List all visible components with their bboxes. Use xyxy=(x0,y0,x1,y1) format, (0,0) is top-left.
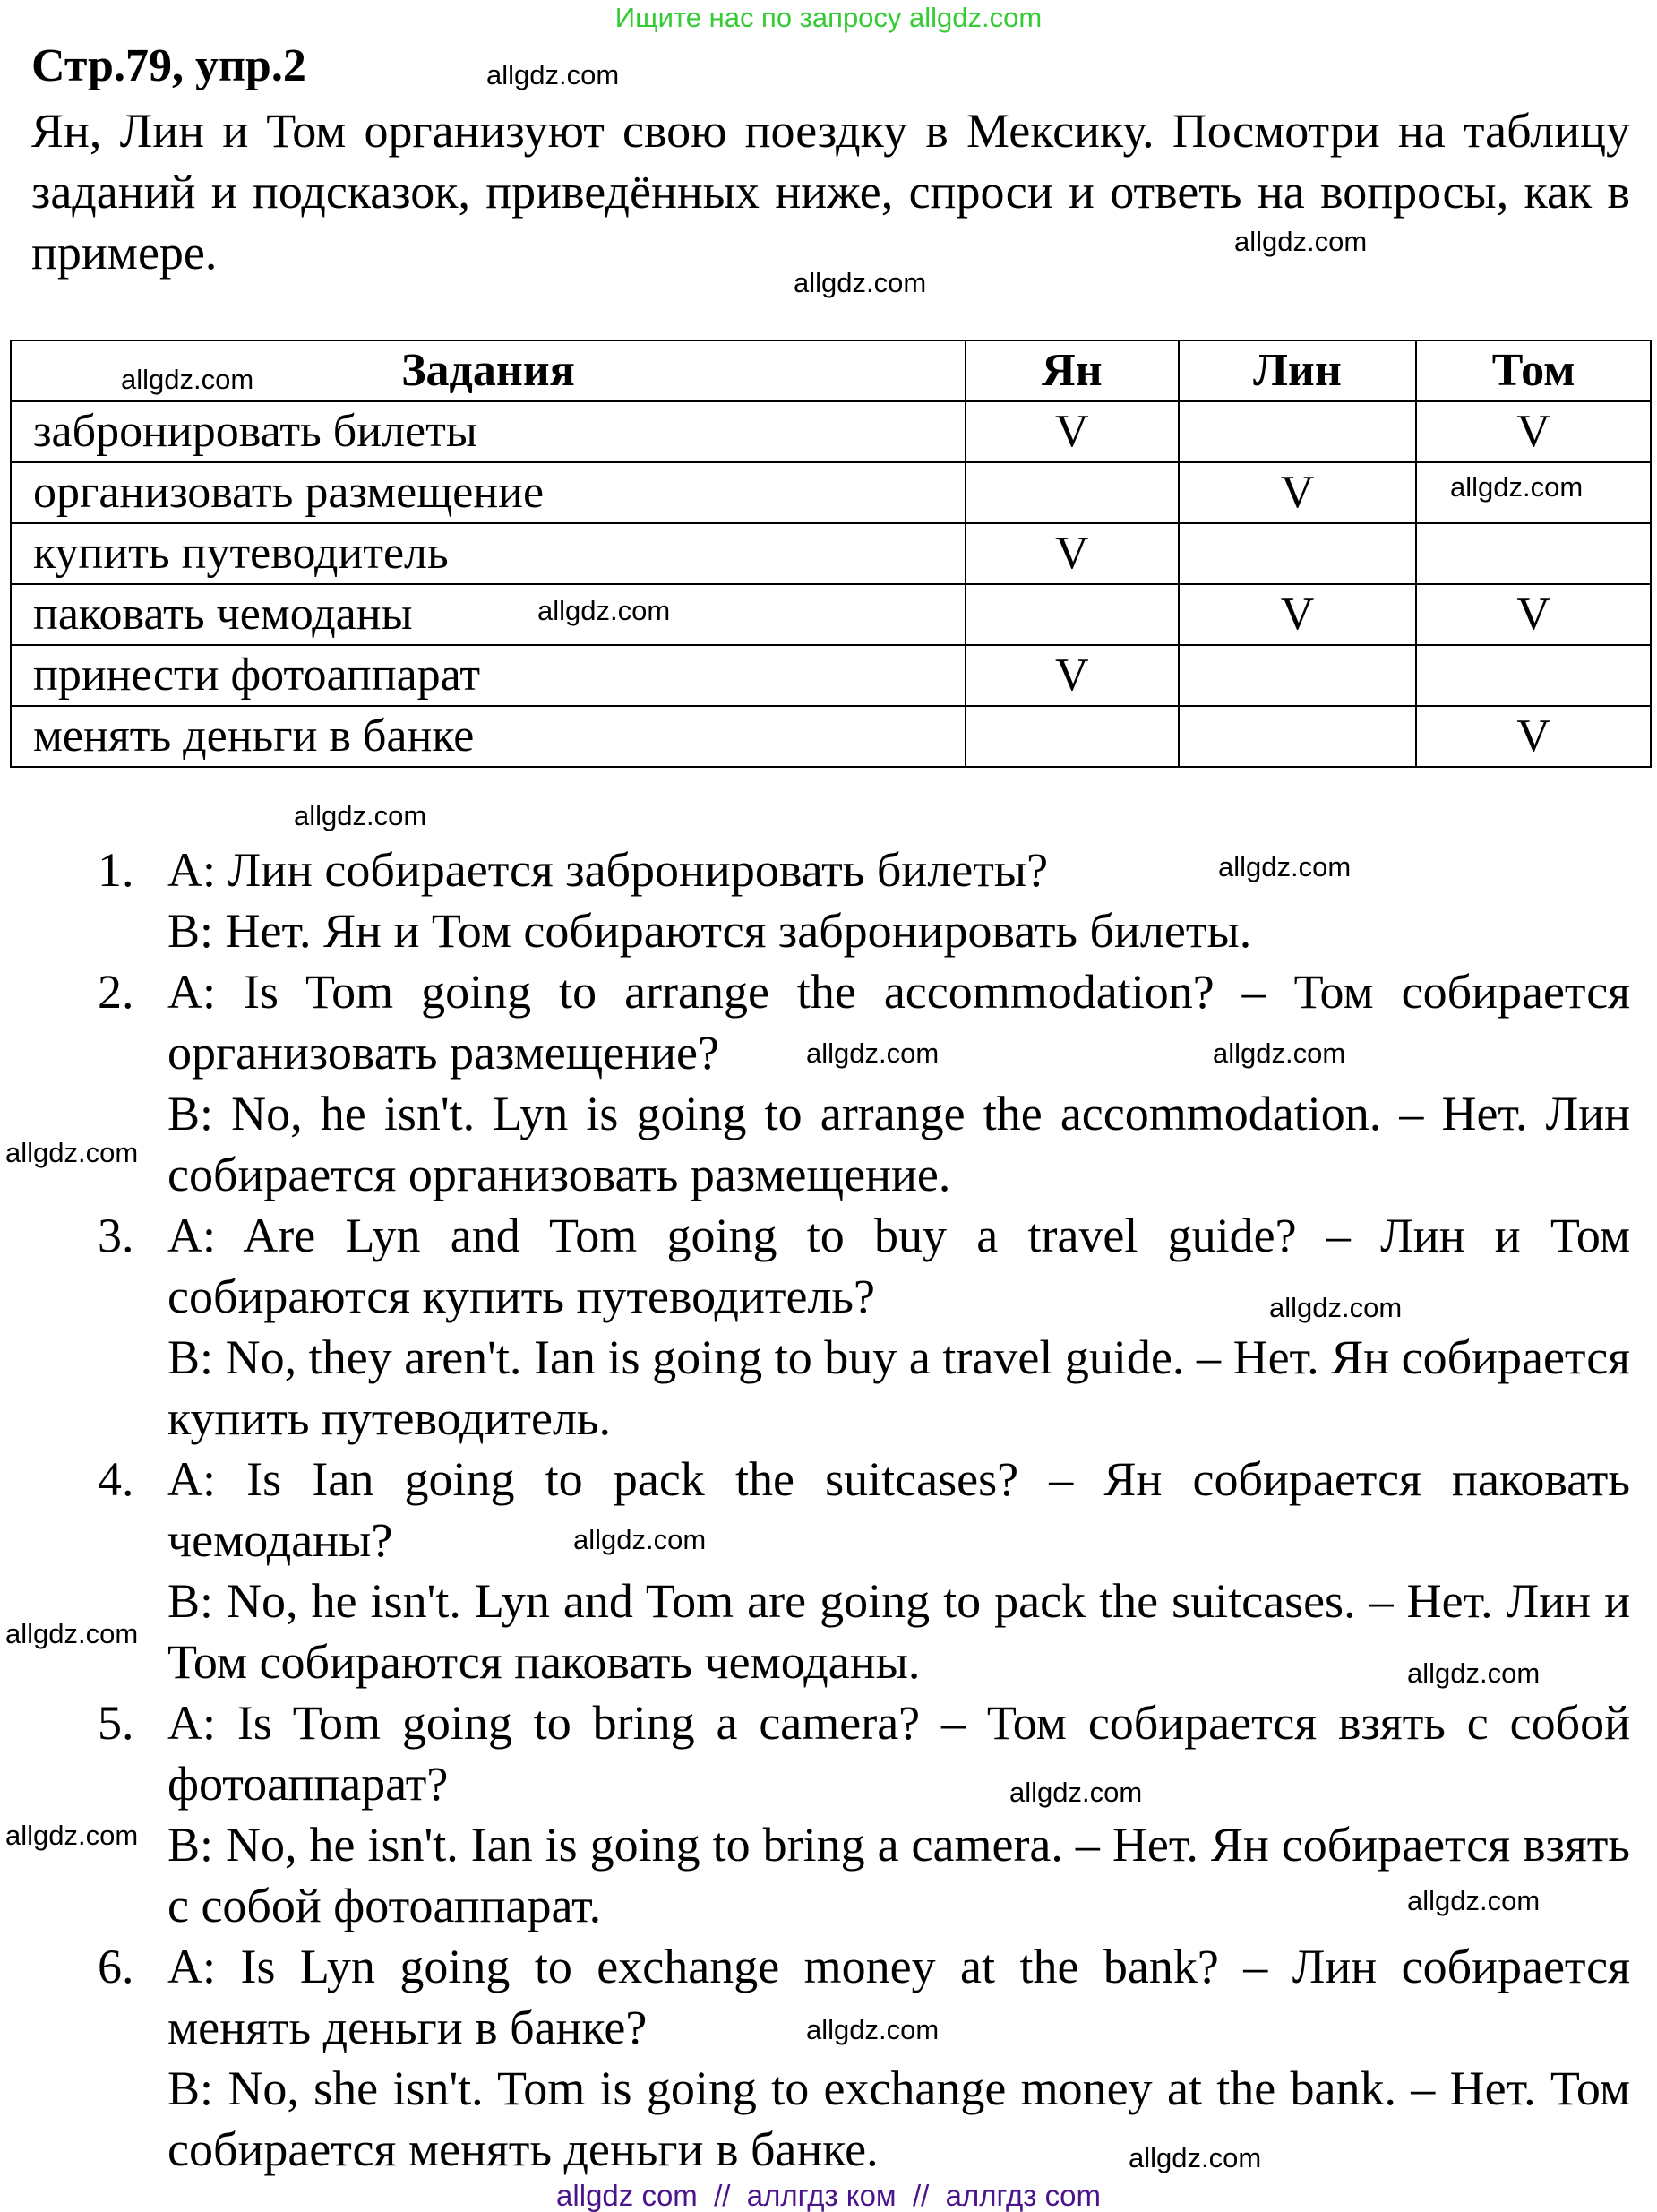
header-tom: Том xyxy=(1416,340,1651,401)
watermark: allgdz.com xyxy=(1218,851,1352,882)
exercise-instructions: Ян, Лин и Том организуют свою поездку в Мексику. Посмотри на таблицу заданий и подсказок, приведённых ниже, спроси и ответь на вопросы, как в примере. xyxy=(31,104,1630,280)
watermark: allgdz.com xyxy=(5,1618,139,1649)
bottom-banner: allgdz com // аллгдз ком // аллгдз com xyxy=(556,2179,1101,2212)
answer: B: No, they aren't. Ian is going to buy a travel guide. – Нет. Ян собирается купить путеводитель. xyxy=(167,1330,1630,1445)
table-header-row xyxy=(11,340,1651,401)
item-number: 4. xyxy=(98,1452,134,1506)
check-cell: V xyxy=(1416,706,1651,767)
check-cell: V xyxy=(966,523,1179,584)
list-item xyxy=(98,961,1630,1205)
watermark: allgdz.com xyxy=(1407,1885,1541,1916)
item-number: 3. xyxy=(98,1209,134,1262)
check-cell xyxy=(966,462,1179,523)
item-number: 5. xyxy=(98,1696,134,1750)
question: A: Is Lyn going to exchange money at the bank? – Лин собирается менять деньги в банке? xyxy=(167,1940,1630,2054)
watermark: allgdz.com xyxy=(5,1137,139,1168)
watermark: allgdz.com xyxy=(1407,1657,1541,1689)
answer: B: No, he isn't. Ian is going to bring a camera. – Нет. Ян собирается взять с собой фотоаппарат. xyxy=(167,1818,1630,1932)
check-cell xyxy=(966,706,1179,767)
answer: B: No, he isn't. Lyn and Tom are going to pack the suitcases. – Нет. Лин и Том собираются паковать чемоданы. xyxy=(167,1574,1630,1689)
list-item xyxy=(98,1936,1630,2180)
watermark: allgdz.com xyxy=(1269,1292,1403,1323)
table-row xyxy=(11,462,1651,523)
check-cell: V xyxy=(1179,584,1417,645)
list-item xyxy=(98,1205,1630,1449)
question: A: Лин собирается забронировать билеты? xyxy=(167,843,1049,897)
tasks-table xyxy=(10,340,1652,768)
watermark: allgdz.com xyxy=(1234,226,1368,257)
answer: B: Нет. Ян и Том собираются забронировать билеты. xyxy=(167,904,1252,958)
header-lyn: Лин xyxy=(1179,340,1417,401)
check-cell xyxy=(1179,401,1417,462)
table-row xyxy=(11,706,1651,767)
check-cell xyxy=(1416,523,1651,584)
check-cell: V xyxy=(966,645,1179,706)
top-banner: Ищите нас по запросу allgdz.com xyxy=(614,2,1043,33)
watermark: allgdz.com xyxy=(1213,1037,1346,1069)
check-cell xyxy=(1179,645,1417,706)
watermark: allgdz.com xyxy=(1009,1777,1143,1808)
question: A: Is Tom going to bring a camera? – Том собирается взять с собой фотоаппарат? xyxy=(167,1696,1630,1811)
task-cell: купить путеводитель xyxy=(11,523,966,584)
answer: B: No, she isn't. Tom is going to exchange money at the bank. – Нет. Том собирается менять деньги в банке. xyxy=(167,2061,1630,2176)
table-row xyxy=(11,401,1651,462)
item-number: 2. xyxy=(98,965,134,1019)
check-cell: V xyxy=(1416,401,1651,462)
table-row xyxy=(11,645,1651,706)
item-number: 1. xyxy=(98,843,134,897)
watermark: allgdz.com xyxy=(573,1524,707,1555)
question: A: Is Ian going to pack the suitcases? – Ян собирается паковать чемоданы? xyxy=(167,1452,1630,1567)
check-cell: V xyxy=(966,401,1179,462)
list-item xyxy=(98,839,1630,961)
watermark: allgdz.com xyxy=(5,1820,139,1851)
item-number: 6. xyxy=(98,1940,134,1993)
watermark: allgdz.com xyxy=(806,1037,940,1069)
watermark: allgdz.com xyxy=(794,267,927,298)
check-cell xyxy=(1416,645,1651,706)
watermark: allgdz.com xyxy=(1129,2142,1262,2173)
task-cell: менять деньги в банке xyxy=(11,706,966,767)
check-cell: V xyxy=(1179,462,1417,523)
check-cell: V xyxy=(1416,584,1651,645)
check-cell xyxy=(1179,706,1417,767)
watermark: allgdz.com xyxy=(1450,471,1584,503)
watermark: allgdz.com xyxy=(121,364,254,395)
list-item xyxy=(98,1449,1630,1692)
question: A: Is Tom going to arrange the accommodation? – Том собирается организовать размещение? xyxy=(167,965,1630,1080)
exercise-title: Стр.79, упр.2 xyxy=(31,40,306,91)
header-tasks: Задания xyxy=(11,340,966,401)
check-cell xyxy=(1179,523,1417,584)
watermark: allgdz.com xyxy=(486,59,620,90)
task-cell: организовать размещение xyxy=(11,462,966,523)
answer: B: No, he isn't. Lyn is going to arrange the accommodation. – Нет. Лин собирается организовать размещение. xyxy=(167,1087,1630,1201)
task-cell: принести фотоаппарат xyxy=(11,645,966,706)
question: A: Are Lyn and Tom going to buy a travel guide? – Лин и Том собираются купить путеводитель? xyxy=(167,1209,1630,1323)
table-row xyxy=(11,523,1651,584)
task-cell: забронировать билеты xyxy=(11,401,966,462)
table-row xyxy=(11,584,1651,645)
header-ian: Ян xyxy=(966,340,1179,401)
watermark: allgdz.com xyxy=(806,2014,940,2045)
watermark: allgdz.com xyxy=(294,800,427,831)
watermark: allgdz.com xyxy=(537,595,671,626)
check-cell xyxy=(966,584,1179,645)
task-cell: паковать чемоданы xyxy=(11,584,966,645)
